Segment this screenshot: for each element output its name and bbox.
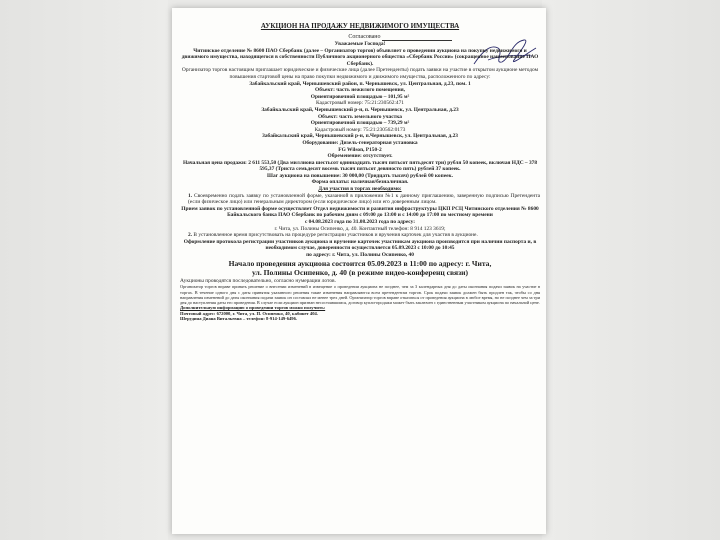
payment-form: Форма оплаты: наличная/безналичная.	[311, 179, 409, 186]
more-info-heading: Дополнительную информацию о проведении торгов можно получить:	[180, 305, 326, 311]
auction-start-line2: ул. Полины Осипенко, д. 40 (в режиме видео-конференц связи)	[251, 268, 469, 278]
lot3-equipment: Оборудование: Дизель-генераторная установка	[302, 139, 418, 146]
encumbrance: Обременение: отсутствует.	[327, 153, 393, 160]
lot2-cadastral: Кадастровый номер: 75:21:230562:0173	[314, 126, 406, 133]
requirement-2-text: В установленное время присутствовать на процедуре регистрации участников и вручения карточек для участия в аукционе.	[193, 232, 478, 239]
auction-step: Шаг аукциона на повышение: 30 000,00 (Тридцать тысяч) рублей 00 копеек.	[267, 172, 453, 179]
document-body	[180, 22, 540, 322]
registration-address: по адресу: г. Чита, ул. Полины Осипенко, 40	[306, 252, 414, 258]
lot1-area: Ориентировочной площадью – 101,95 м²	[310, 93, 410, 100]
requirement-1-number: 1.	[188, 192, 193, 199]
document-page	[172, 8, 546, 534]
lot1-object: Объект: часть нежилого помещения,	[315, 87, 405, 94]
approval-line	[180, 33, 540, 41]
fine-print: Организатор торгов вправе принять решение о внесении изменений в извещение о проведении аукциона не позднее, чем за 3 календарных дня до даты окончания подачи заявок на участие в торгах. В течение одного дня с даты принятия указанного решения такие изменения направляются всем претендентам торгов. Срок подачи заявок должен быть продлен так, чтобы со дня направления изменений до даты окончания подачи заявок он составлял не менее трех дней. Организатор торгов вправе отказаться от проведения аукциона в любое время, но не позднее чем за три дня до наступления даты его проведения. В случае если аукцион признан несостоявшимся, договор купли-продажи может быть заключен с единственным участником аукциона по начальной цене.	[180, 284, 540, 305]
requirements-heading: Для участия в торгах необходимо:	[318, 186, 402, 193]
contact-person: Шерудина Диана Витальевна – телефон: 8-914-149-6496.	[180, 316, 298, 322]
background-left	[0, 0, 168, 540]
document-title: АУКЦИОН НА ПРОДАЖУ НЕДВИЖИМОГО ИМУЩЕСТВА	[260, 22, 460, 30]
intro-paragraph: Читинское отделение № 8600 ПАО Сбербанк (далее – Организатор торгов) объявляет о проведении аукциона на покупку недвижимого и движимого имущества, находящегося в собственности Публичного акционерного общества «Сбербанк России» (сокращенное наименование ПАО Сбербанк).	[181, 47, 539, 67]
requirement-1-text: Своевременно подать заявку по установленной форме, указанной в приложении №1 к данному приглашению, заверенную подписью Претендента (если физическое лицо) или генеральным директором (если юридическое лицо) или его доверенным лицом.	[188, 192, 541, 206]
registration-paragraph: Оформление протокола регистрации участников аукциона и вручение карточек участникам аукциона производится при наличии паспорта и, в необходимом случае, доверенности осуществляется 05.09.2023 с 10:00 до 10:45	[183, 238, 537, 252]
requirement-1	[180, 193, 540, 206]
lot2-object: Объект: часть земельного участка	[317, 113, 402, 120]
reception-period: с 04.08.2023 года по 31.08.2023 года по адресу:	[304, 219, 416, 226]
approval-label: Согласовано	[348, 34, 381, 40]
signature-line	[382, 35, 452, 41]
starting-price: Начальная цена продажи: 2 611 553,50 (Два миллиона шестьсот одиннадцать тысяч пятьсот пятьдесят три) рубля 50 копеек, включая НДС – 378 595,37 (Триста семьдесят восемь тысяч пятьсот девяносто пять) рублей 37 копеек.	[182, 159, 538, 173]
auction-start-line1: Начало проведения аукциона состоится 05.09.2023 в 11:00 по адресу: г. Чита,	[228, 258, 492, 268]
lot2-area: Ориентировочной площадью – 739,29 м²	[310, 120, 410, 127]
invite-paragraph: Организатор торгов настоящим приглашает юридические и физические лица (далее Претенденты) подать заявки на участие в открытом аукционе методом повышения стартовой цены на право покупки недвижимого и движимого имущества, расположенного по адресу:	[181, 67, 539, 80]
postal-address: Почтовый адрес: 672000, г. Чита, ул. П. Осипенко, 40, кабинет 404.	[180, 310, 318, 316]
requirement-2	[180, 232, 540, 239]
requirement-2-number: 2.	[188, 232, 193, 239]
reception-address: г. Чита, ул. Полины Осипенко, д. 40. Контактный телефон: 8 914 123 3619;	[274, 225, 446, 232]
sequence-note: Аукционы проводятся последовательно, согласно нумерации лотов.	[180, 277, 336, 284]
greeting: Уважаемые Господа!	[334, 41, 386, 47]
lot2-address: Забайкальский край, Чернышевский р-н, п. Чернышевск, ул. Центральная, д.23	[261, 106, 459, 113]
lot1-address: Забайкальский край, Чернышевский район, п. Чернышевск, ул. Центральная, д.23, пом. 1	[249, 80, 471, 87]
lot3-model: FG Wilson, P150-2	[338, 146, 382, 153]
reception-paragraph: Прием заявок по установленной форме осуществляет Отдел недвижимости и развития инфраструктуры ЦКП РСЦ Читинского отделения № 8600 Байкальского банка ПАО Сбербанк по рабочим дням с 09:00 до 13:00 и с 14:00 до 17:00 по местному времени	[181, 205, 539, 219]
background-right	[542, 0, 720, 540]
lot1-cadastral: Кадастровый номер: 75:21:230562:471	[315, 100, 404, 107]
lot3-address: Забайкальский край, Чернышевский р-н, п.Чернышевск, ул. Центральная, д.23	[262, 133, 458, 140]
